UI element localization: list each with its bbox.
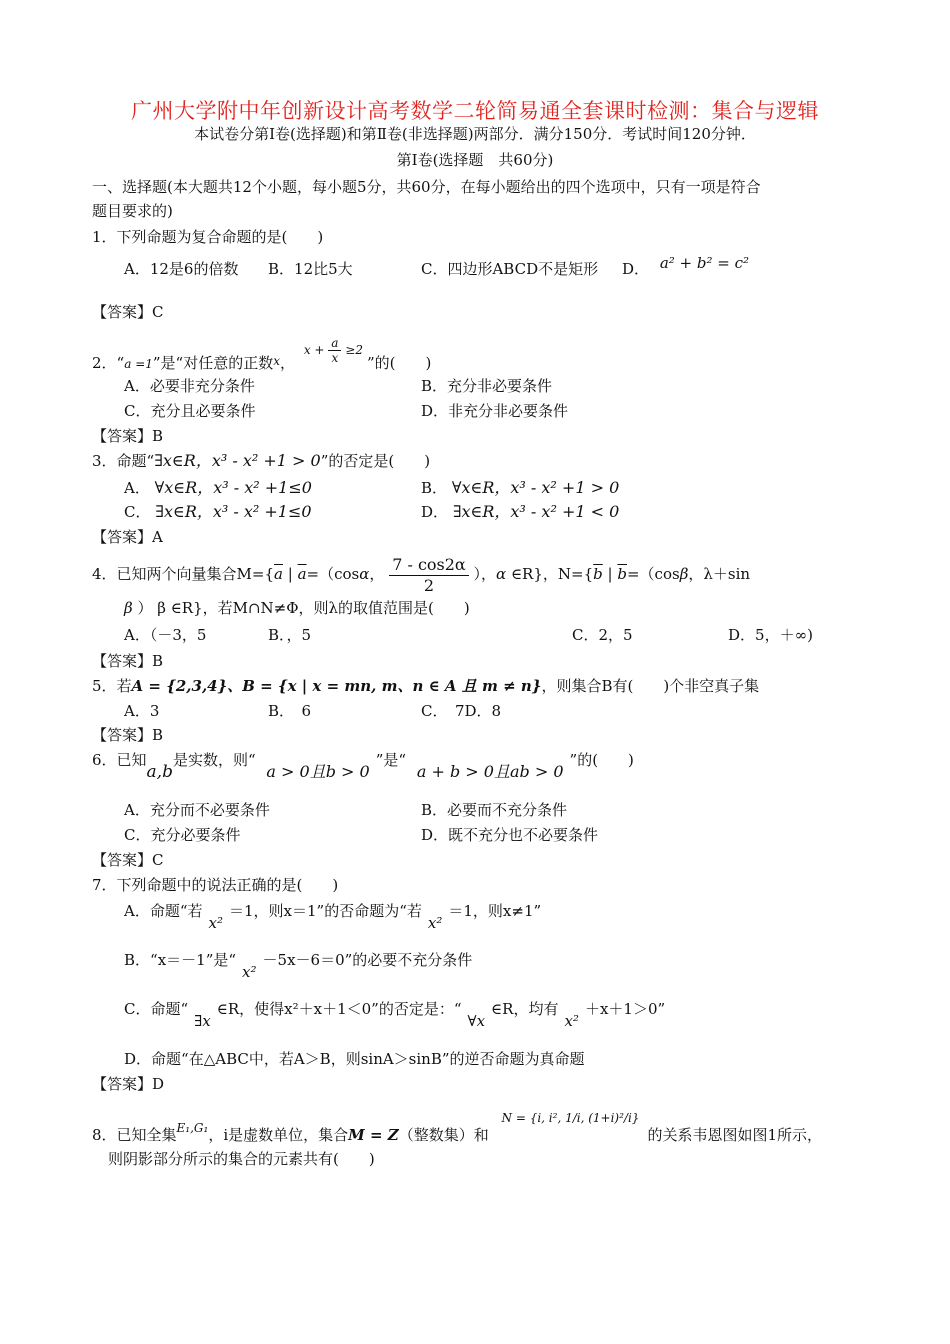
q8-universal-sets: E₁,G₁ <box>176 1121 209 1135</box>
q1-option-d <box>622 254 750 280</box>
q1-option-a: A．12是6的倍数 <box>124 260 239 278</box>
q4-line2-rest: β ∈R}，若M∩N≠Φ，则λ的取值范围是( ) <box>157 599 470 617</box>
q2-frac-den: x <box>331 351 339 365</box>
q4-option-a: A．（－3，5 <box>124 626 207 644</box>
q7-option-d: D．命题“在△ABC中，若A＞B，则sinA＞sinB”的逆否命题为真命题 <box>124 1050 585 1068</box>
q1-option-c: C．四边形ABCD不是矩形 <box>421 260 599 278</box>
q7-c-part4: ＋x＋1＞0” <box>584 1000 666 1018</box>
q2-frac-num: a <box>328 336 341 351</box>
q2-comma: ， <box>280 354 296 372</box>
q2-stem-post: ”的( ) <box>366 354 432 372</box>
q8-set-n: N = {i, i², 1/i, (1+i)²/i} <box>501 1111 640 1125</box>
q5-answer: 【答案】B <box>92 726 164 744</box>
q4-alpha: α <box>359 565 370 583</box>
q6-condition-1: a > 0且b > 0 <box>266 762 370 781</box>
part1-heading: 第Ⅰ卷(选择题 共60分) <box>396 151 554 169</box>
q6-condition-2: a + b > 0且ab > 0 <box>416 762 564 781</box>
q2-stem-mid: ”是“对任意的正数 <box>152 354 274 372</box>
q3-option-d-label: D． <box>421 503 449 521</box>
q2-condition: a =1 <box>124 357 153 371</box>
q7-a-part3: ＝1，则x≠1” <box>448 902 542 920</box>
q6-option-a: A．充分而不必要条件 <box>124 801 270 819</box>
question-5-stem <box>92 675 759 697</box>
q3-answer: 【答案】A <box>92 528 163 546</box>
q6-stem-post: ”的( ) <box>569 751 634 769</box>
q4-bar: | <box>287 565 293 583</box>
q4-frac-num: 7 - cos2α <box>389 555 469 576</box>
q4-bar-2: | <box>607 565 613 583</box>
q3-stem-post: ”的否定是( ) <box>320 452 431 470</box>
q8-stem-mid: ，i是虚数单位，集合 <box>208 1126 349 1144</box>
q7-option-a <box>124 900 542 932</box>
q7-b-x-squared: x² <box>242 963 257 981</box>
q4-option-c: C．2，5 <box>572 626 633 644</box>
q4-vector-a-2: $\overline{a}$ <box>297 565 307 583</box>
q3-option-a <box>124 477 312 499</box>
q4-stem-pre: 4．已知两个向量集合M={ <box>92 565 275 583</box>
q4-close-paren: ）， <box>473 565 497 583</box>
q4-line2-paren: ） <box>137 599 153 617</box>
q7-option-c <box>124 998 666 1030</box>
question-3-stem <box>92 450 430 472</box>
q4-line2-beta: β <box>124 599 133 617</box>
q1-option-d-label: D． <box>622 260 650 278</box>
q5-option-b: B． 6 <box>268 702 312 720</box>
q2-option-b: B．充分非必要条件 <box>421 377 553 395</box>
q5-option-c: C． 7D．8 <box>421 702 502 720</box>
q6-stem-pre: 6．已知 <box>92 751 147 769</box>
q2-option-a: A．必要非充分条件 <box>124 377 255 395</box>
q2-ineq-right: ≥2 <box>345 343 363 357</box>
q8-stem-post: 的关系韦恩图如图1所示， <box>647 1126 822 1144</box>
q1-option-b: B．12比5大 <box>268 260 353 278</box>
q7-a-part2: ＝1，则x＝1”的否命题为“若 <box>229 902 422 920</box>
q4-cos: =（cos <box>306 565 360 583</box>
q7-answer: 【答案】D <box>92 1075 165 1093</box>
q5-option-a: A．3 <box>124 702 160 720</box>
q4-alpha-2: α <box>496 565 507 583</box>
q4-vector-b: $\overline{b}$ <box>593 565 603 583</box>
q2-answer: 【答案】B <box>92 427 164 445</box>
question-4-stem-line2 <box>124 597 470 619</box>
q2-fraction <box>328 336 341 365</box>
q7-c-part3: ∈R，均有 <box>491 1000 559 1018</box>
q3-option-c <box>124 501 312 523</box>
q3-option-c-label: C． <box>124 503 151 521</box>
q7-a-x-squared: x² <box>208 914 223 932</box>
q1-answer: 【答案】C <box>92 303 164 321</box>
question-1-stem: 1．下列命题为复合命题的是( ) <box>92 228 324 246</box>
question-4-stem-line1 <box>92 554 750 596</box>
q6-option-b: B．必要而不充分条件 <box>421 801 568 819</box>
q6-ab: a,b <box>146 762 173 782</box>
q5-stem-pre: 5．若 <box>92 677 132 695</box>
q7-b-part2: －5x－6＝0”的必要不充分条件 <box>262 951 473 969</box>
section1-instructions-line1: 一、选择题(本大题共12个小题，每小题5分，共60分，在每小题给出的四个选项中，只有一项是符合 <box>92 178 761 196</box>
q2-stem-pre: 2．“ <box>92 354 125 372</box>
q4-beta: β <box>679 565 689 583</box>
q2-variable-x: x <box>273 354 281 368</box>
q3-option-b <box>421 477 619 499</box>
q2-ineq-left: x + <box>303 343 325 357</box>
q7-a-x-squared-2: x² <box>427 914 443 932</box>
q3-proposition: ∃x∈R，x³ - x² +1 > 0 <box>154 451 321 470</box>
q6-is: ”是“ <box>375 751 407 769</box>
q6-option-d: D．既不充分也不必要条件 <box>421 826 599 844</box>
intro-text: 本试卷分第Ⅰ卷(选择题)和第Ⅱ卷(非选择题)两部分．满分150分．考试时间120分钟． <box>194 125 756 143</box>
q3-option-d-formula: ∃x∈R，x³ - x² +1 < 0 <box>452 502 620 521</box>
q3-option-a-label: A． <box>124 479 150 497</box>
q6-option-c: C．充分必要条件 <box>124 826 241 844</box>
q7-c-forall: ∀x <box>467 1012 486 1030</box>
q3-option-d <box>421 501 619 523</box>
q4-option-d: D．5，＋∞) <box>728 626 813 644</box>
q4-comma: ， <box>369 565 385 583</box>
q8-stem-pre: 8．已知全集 <box>92 1126 177 1144</box>
q4-frac-den: 2 <box>423 575 435 595</box>
q3-option-b-label: B． <box>421 479 448 497</box>
q4-vector-a: $\overline{a}$ <box>274 565 283 583</box>
document-title: 广州大学附中年创新设计高考数学二轮简易通全套课时检测：集合与逻辑 <box>131 99 819 123</box>
q7-c-part2: ∈R，使得x²＋x＋1＜0”的否定是：“ <box>216 1000 462 1018</box>
q4-fraction <box>389 555 469 596</box>
q4-answer: 【答案】B <box>92 652 164 670</box>
q3-option-b-formula: ∀x∈R，x³ - x² +1 > 0 <box>451 478 620 497</box>
q3-option-c-formula: ∃x∈R，x³ - x² +1≤0 <box>155 502 312 521</box>
q5-sets: A = {2,3,4}、B = {x | x = mn, m、n ∈ A 且 m ≠ n} <box>131 677 542 695</box>
q7-c-x-squared: x² <box>564 1012 579 1030</box>
section1-instructions-line2: 题目要求的) <box>92 202 173 220</box>
q3-stem-pre: 3．命题“ <box>92 452 155 470</box>
q2-inequality <box>304 336 363 365</box>
q5-stem-post: ，则集合B有( )个非空真子集 <box>541 677 760 695</box>
question-7-stem: 7．下列命题中的说法正确的是( ) <box>92 876 339 894</box>
q1-option-d-formula: a² + b² = c² <box>659 254 750 272</box>
q7-c-part1: C．命题“ <box>124 1000 189 1018</box>
q8-set-m: M = Z <box>348 1126 399 1144</box>
q3-option-a-formula: ∀x∈R，x³ - x² +1≤0 <box>154 478 312 497</box>
question-6-stem <box>92 749 634 782</box>
question-8-stem-line2: 则阴影部分所示的集合的元素共有( ) <box>108 1150 375 1168</box>
q4-in-r: ∈R}，N={ <box>510 565 594 583</box>
q4-cos-b: =（cos <box>626 565 680 583</box>
q7-option-b <box>124 949 473 981</box>
q4-option-b: B．，5 <box>268 626 312 644</box>
q6-answer: 【答案】C <box>92 851 164 869</box>
question-8-stem-line1 <box>92 1111 822 1147</box>
q7-b-part1: B．“x＝－1”是“ <box>124 951 237 969</box>
q6-real: 是实数，则“ <box>172 751 256 769</box>
q2-option-d: D．非充分非必要条件 <box>421 402 569 420</box>
q7-a-part1: A．命题“若 <box>124 902 203 920</box>
q7-c-exists: ∃x <box>194 1012 211 1030</box>
q4-lambda-sin: ，λ＋sin <box>688 565 751 583</box>
q2-option-c: C．充分且必要条件 <box>124 402 256 420</box>
q8-integer-set: （整数集）和 <box>398 1126 489 1144</box>
q4-vector-b-2: $\overline{b}$ <box>617 565 627 583</box>
